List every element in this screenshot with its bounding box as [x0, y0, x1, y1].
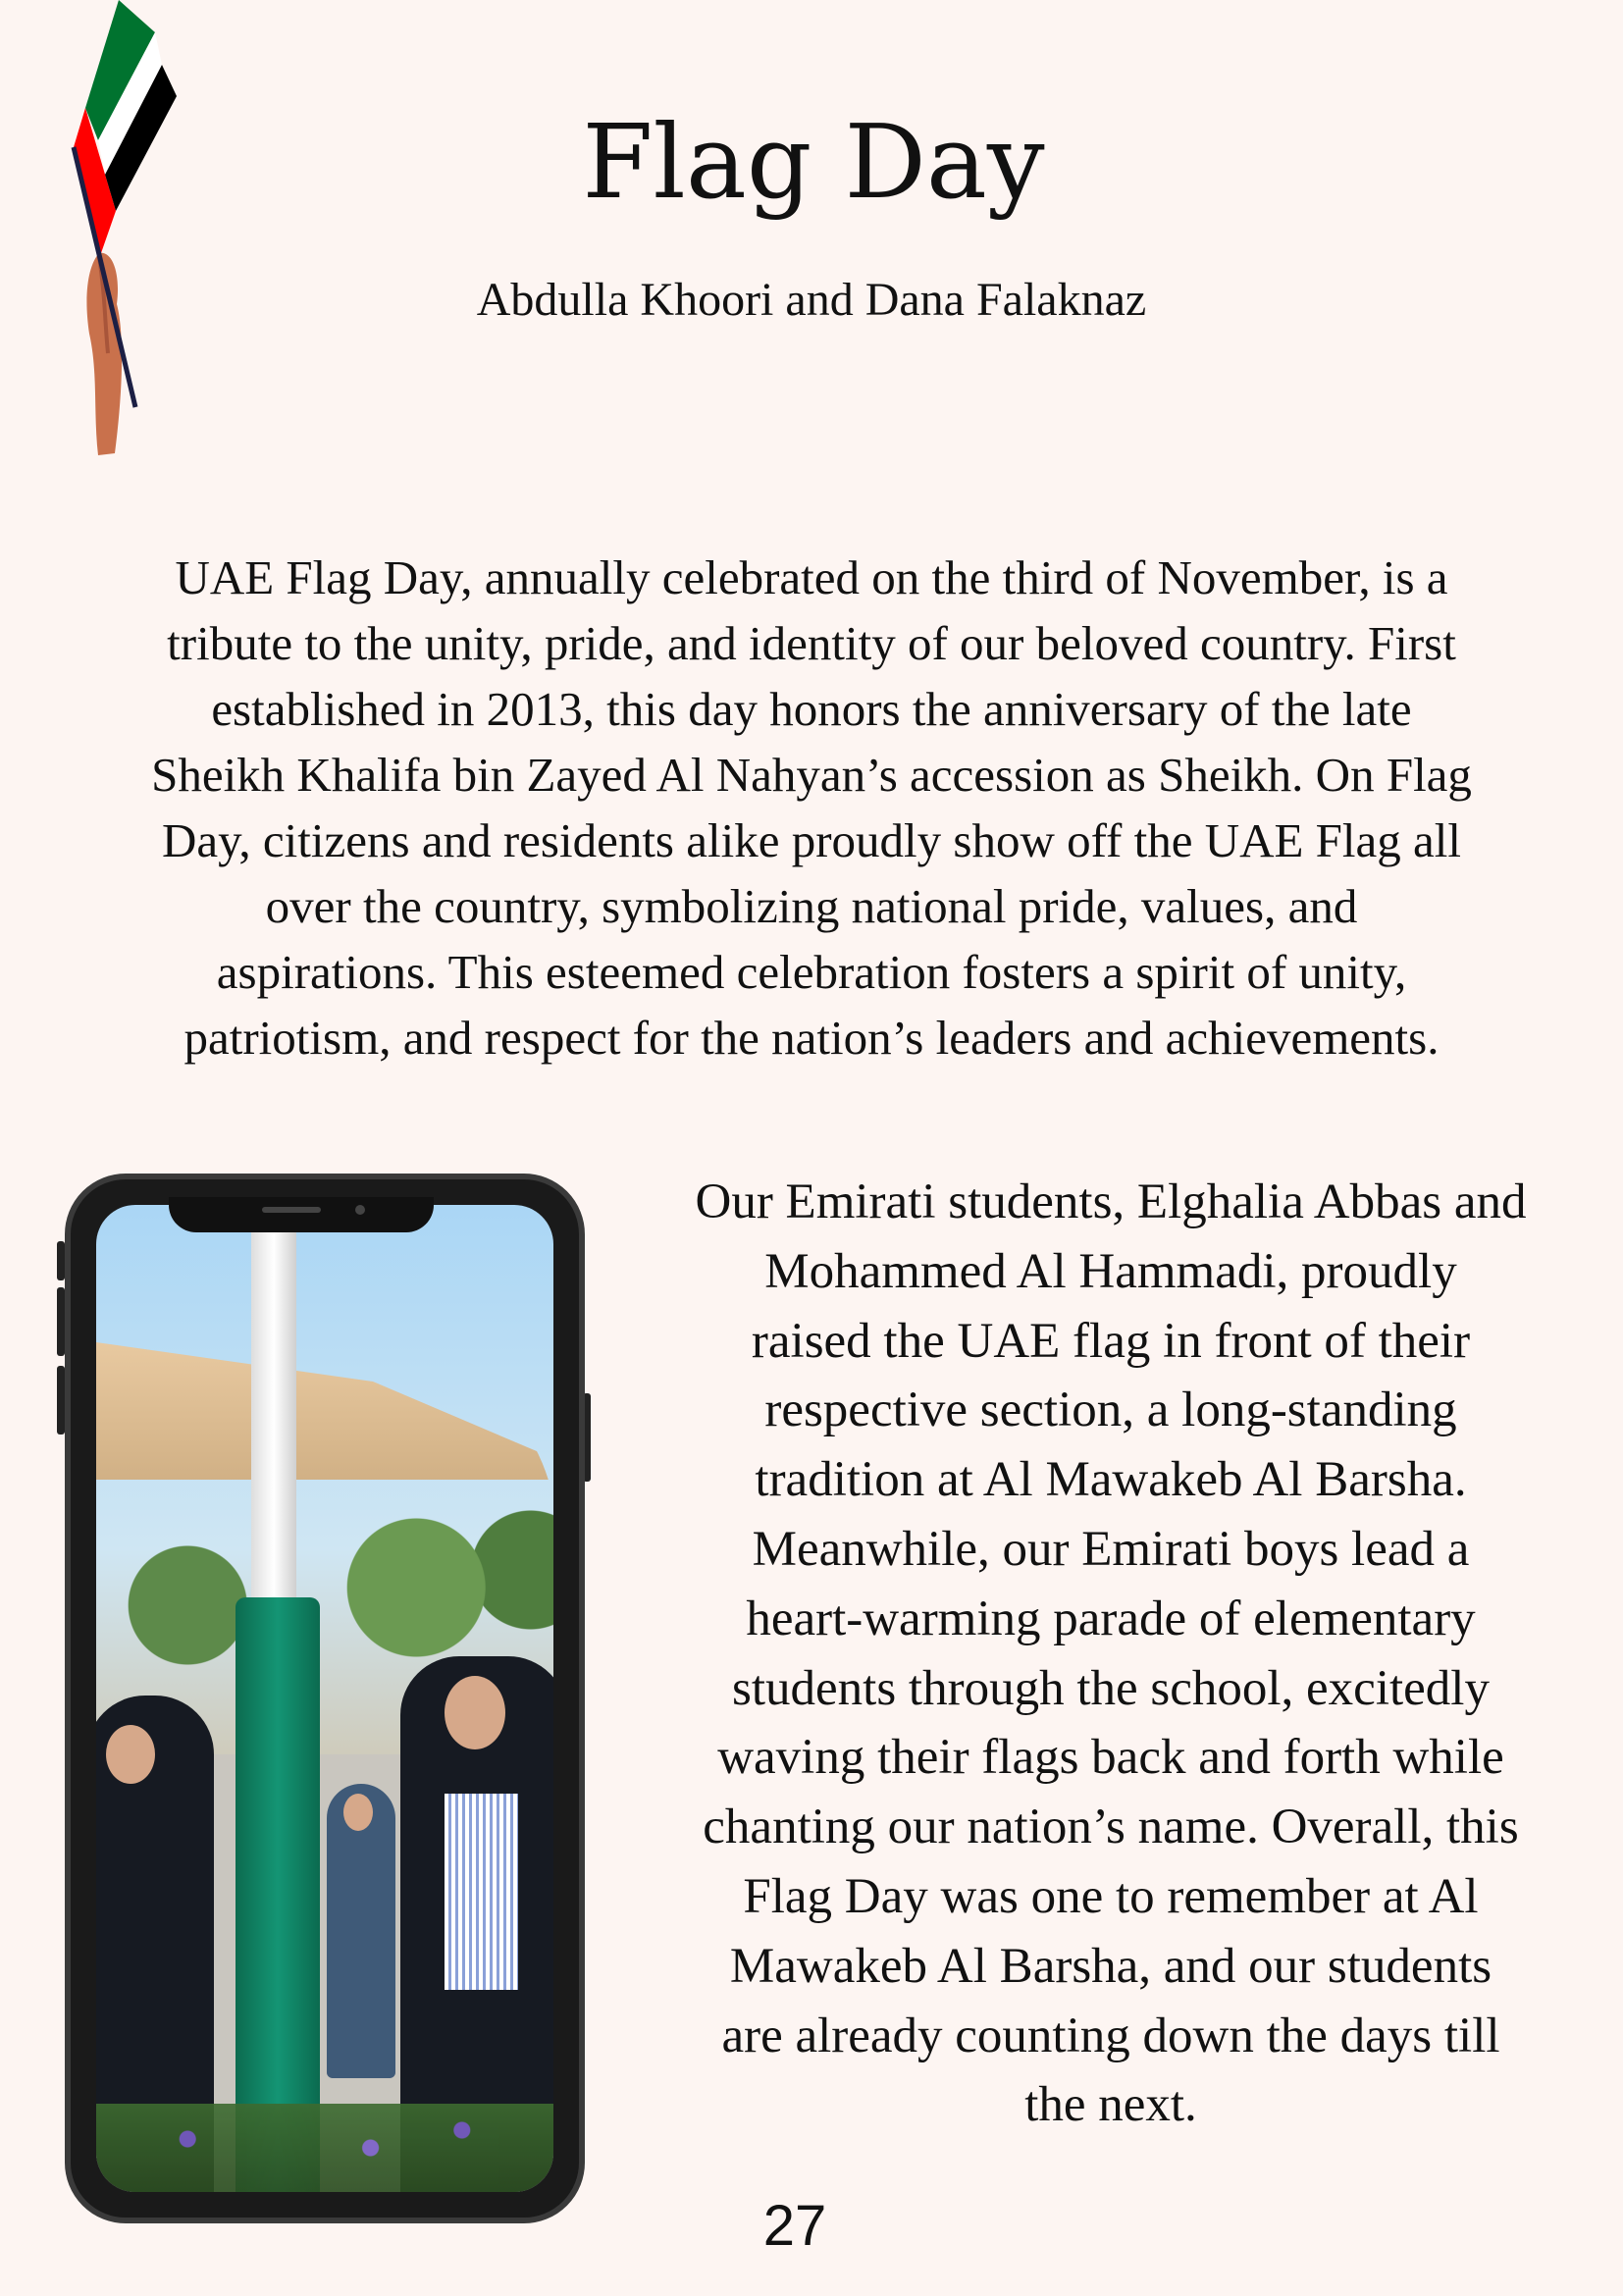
speaker-icon	[262, 1207, 321, 1213]
body-line: Mawakeb Al Barsha, and our students	[729, 1938, 1492, 1994]
intro-line: patriotism, and respect for the nation’s leaders and achievements.	[183, 1011, 1440, 1065]
body-line: the next.	[1024, 2077, 1197, 2133]
body-paragraph	[650, 1168, 1572, 2140]
phone-side-button	[57, 1241, 65, 1280]
body-line: tradition at Al Mawakeb Al Barsha.	[755, 1452, 1467, 1508]
photo-flagpole	[251, 1205, 296, 1617]
page-number: 27	[762, 2194, 827, 2258]
body-line: heart-warming parade of elementary	[746, 1591, 1476, 1646]
page-title	[0, 103, 1623, 221]
photo-face	[445, 1676, 505, 1749]
photo-flowers	[96, 2104, 553, 2192]
intro-paragraph	[59, 545, 1564, 1070]
phone-volume-down-button	[57, 1366, 65, 1435]
body-line: chanting our nation’s name. Overall, this	[703, 1800, 1519, 1855]
body-line: Meanwhile, our Emirati boys lead a	[752, 1521, 1470, 1577]
phone-notch	[169, 1197, 434, 1232]
camera-icon	[355, 1205, 365, 1215]
flag-raising-photo	[96, 1205, 553, 2192]
phone-volume-up-button	[57, 1287, 65, 1356]
body-line: raised the UAE flag in front of their	[751, 1313, 1471, 1369]
photo-striped-shirt	[445, 1794, 518, 1990]
intro-line: aspirations. This esteemed celebration fosters a spirit of unity,	[216, 945, 1407, 999]
body-line: Flag Day was one to remember at Al	[743, 1868, 1479, 1924]
intro-line: established in 2013, this day honors the anniversary of the late	[211, 682, 1412, 736]
intro-line: tribute to the unity, pride, and identity of our beloved country. First	[167, 616, 1456, 670]
body-line: Our Emirati students, Elghalia Abbas and	[695, 1174, 1527, 1229]
uae-flag-in-hand-illustration	[54, 0, 348, 461]
body-line: students through the school, excitedly	[732, 1660, 1490, 1716]
intro-line: UAE Flag Day, annually celebrated on the third of November, is a	[175, 550, 1448, 604]
author-byline: Abdulla Khoori and Dana Falaknaz	[476, 274, 1147, 326]
body-line: respective section, a long-standing	[764, 1383, 1457, 1438]
photo-face	[343, 1794, 373, 1831]
photo-face	[106, 1725, 155, 1784]
photo-trees	[96, 1499, 553, 1676]
page-title-text: Flag Day	[582, 102, 1045, 222]
intro-line: over the country, symbolizing national pride, values, and	[265, 879, 1358, 933]
intro-line: Sheikh Khalifa bin Zayed Al Nahyan’s accession as Sheikh. On Flag	[151, 748, 1472, 802]
intro-line: Day, citizens and residents alike proudly show off the UAE Flag all	[161, 813, 1462, 867]
body-line: are already counting down the days till	[721, 2008, 1500, 2063]
body-line: Mohammed Al Hammadi, proudly	[764, 1243, 1457, 1299]
phone-mockup-frame	[65, 1174, 585, 2223]
body-line: waving their flags back and forth while	[717, 1730, 1504, 1786]
